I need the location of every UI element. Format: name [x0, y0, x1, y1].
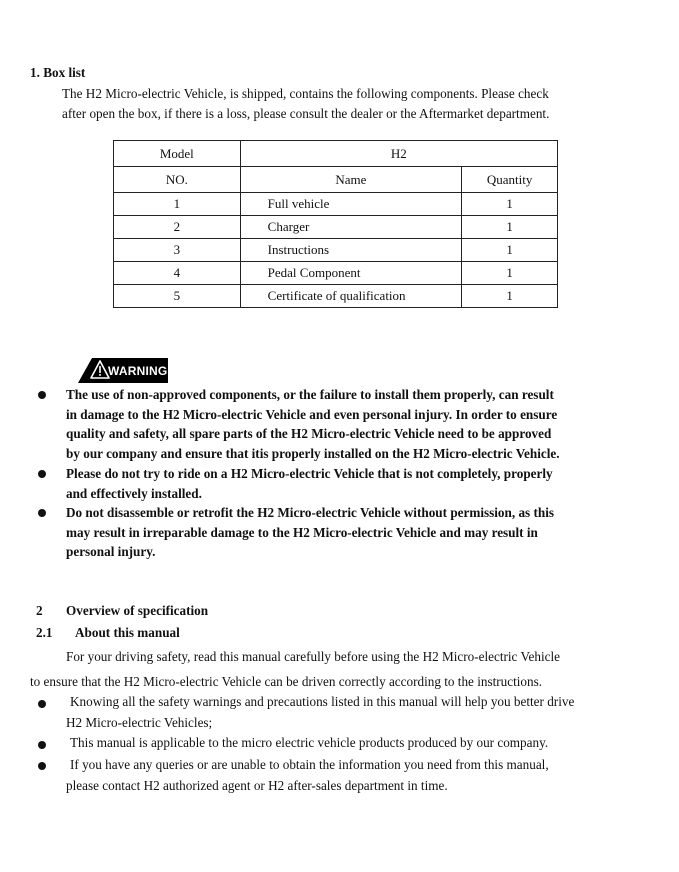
header-quantity: Quantity	[462, 167, 558, 193]
warning-item-1-line: The use of non-approved components, or the failure to install them properly, can result	[66, 387, 554, 402]
row-no: 2	[114, 216, 241, 239]
model-label-cell: Model	[114, 141, 241, 167]
section-1-heading: 1. Box list	[30, 65, 86, 80]
warning-item-1-line: by our company and ensure that itis properly installed on the H2 Micro-electric Vehicle.	[66, 445, 560, 461]
section-2-1-heading: About this manual	[75, 625, 180, 640]
section-2-heading: Overview of specification	[66, 603, 209, 618]
row-no: 3	[114, 239, 241, 262]
table-row	[114, 285, 558, 308]
section-2-intro-line-2: to ensure that the H2 Micro-electric Vehicle can be driven correctly according to the instructions.	[30, 674, 543, 689]
section-2-intro-line-1: For your driving safety, read this manual carefully before using the H2 Micro-electric Vehicle	[66, 649, 560, 664]
section-1-intro-line-2: after open the box, if there is a loss, please consult the dealer or the Aftermarket department.	[62, 106, 550, 121]
row-name: Full vehicle	[240, 193, 462, 216]
row-no: 5	[114, 285, 241, 308]
row-name: Charger	[240, 216, 462, 239]
bullet-icon	[38, 700, 46, 708]
row-qty: 1	[462, 285, 558, 308]
model-value-cell: H2	[240, 141, 557, 167]
bullet-icon	[38, 509, 46, 517]
warning-item-3-line: personal injury.	[66, 544, 156, 560]
row-qty: 1	[462, 239, 558, 262]
row-name: Pedal Component	[240, 262, 462, 285]
section-2-1-number: 2.1	[36, 625, 53, 640]
bullet-icon	[38, 470, 46, 478]
row-name: Instructions	[240, 239, 462, 262]
table-row	[114, 193, 558, 216]
manual-bullet-3-line: If you have any queries or are unable to obtain the information you need from this manual,	[70, 757, 549, 772]
header-name: Name	[240, 167, 462, 193]
warning-label: WARNING	[108, 364, 168, 378]
table-row	[114, 262, 558, 285]
section-2-number: 2	[36, 603, 43, 618]
row-no: 4	[114, 262, 241, 285]
bullet-icon	[38, 741, 46, 749]
warning-item-1-line: quality and safety, all spare parts of the H2 Micro-electric Vehicle need to be approved	[66, 426, 552, 442]
manual-bullet-1-line: H2 Micro-electric Vehicles;	[66, 715, 213, 730]
bullet-icon	[38, 762, 46, 770]
warning-item-3-line: may result in irreparable damage to the H2 Micro-electric Vehicle and may result in	[66, 524, 538, 540]
box-list-table	[113, 140, 558, 308]
manual-bullet-1-line: Knowing all the safety warnings and precautions listed in this manual will help you better drive	[70, 694, 575, 709]
warning-item-3-line: Do not disassemble or retrofit the H2 Micro-electric Vehicle without permission, as this	[66, 505, 554, 520]
table-row	[114, 239, 558, 262]
warning-item-2-line: and effectively installed.	[66, 485, 202, 501]
row-name: Certificate of qualification	[240, 285, 462, 308]
manual-bullet-3-line: please contact H2 authorized agent or H2 after-sales department in time.	[66, 778, 448, 793]
warning-item-2-line: Please do not try to ride on a H2 Micro-electric Vehicle that is not completely, properly	[66, 466, 553, 481]
table-row	[114, 216, 558, 239]
warning-item-1-line: in damage to the H2 Micro-electric Vehicle and even personal injury. In order to ensure	[66, 406, 558, 422]
warning-item-3	[66, 503, 554, 562]
bullet-icon	[38, 391, 46, 399]
row-qty: 1	[462, 216, 558, 239]
warning-item-1	[66, 385, 560, 463]
row-no: 1	[114, 193, 241, 216]
section-1-intro-line-1: The H2 Micro-electric Vehicle, is shipped, contains the following components. Please check	[62, 86, 549, 101]
manual-bullet-2-line: This manual is applicable to the micro electric vehicle products produced by our company.	[70, 735, 549, 750]
header-no: NO.	[114, 167, 241, 193]
row-qty: 1	[462, 262, 558, 285]
warning-item-2	[66, 464, 553, 503]
row-qty: 1	[462, 193, 558, 216]
